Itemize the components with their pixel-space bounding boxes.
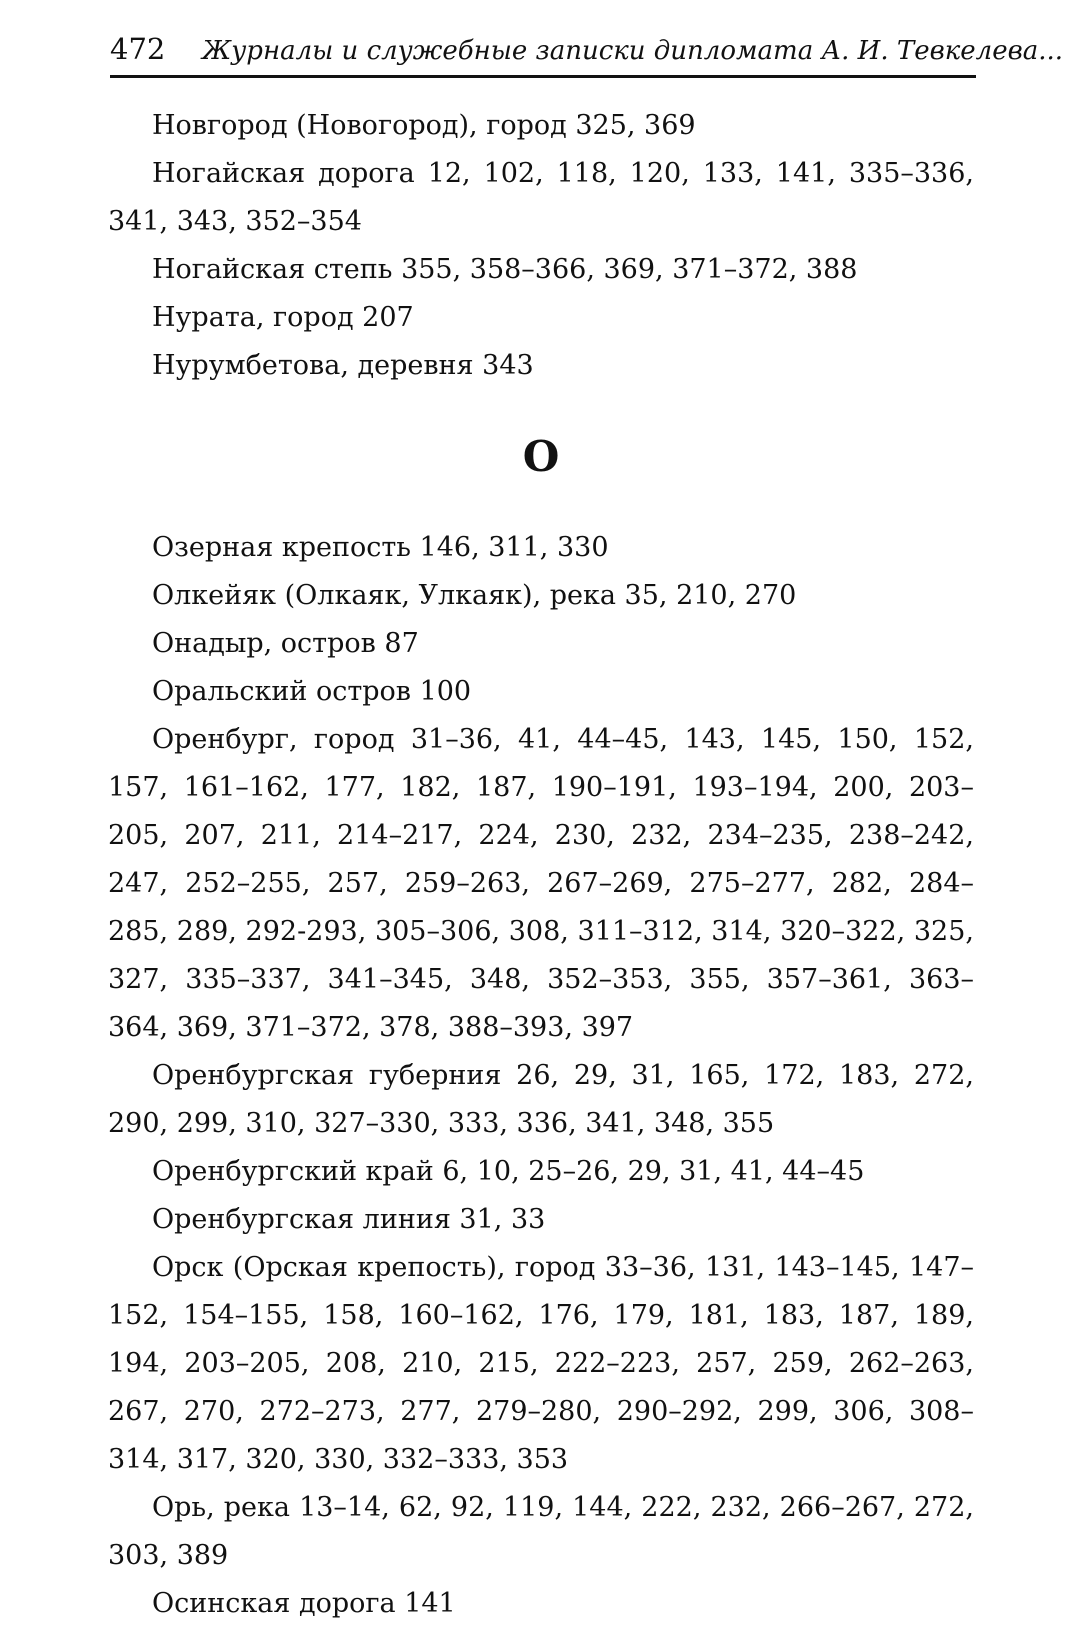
index-entry: Орск (Орская крепость), город 33–36, 131, 143–145, 147–152, 154–155, 158, 160–162, 176, 179, 181, 183, 187, 189, 194, 203–205, 208, 210, 215, 222–223, 257, 259, 262–263, 267, 270, 272–273, 277, 279–280, 290–292, 299, 306, 308–314, 317, 320, 330, 332–333, 353 [108,1252,974,1475]
index-entry: Нурата, город 207 [152,302,414,333]
index-entry: Ногайская дорога 12, 102, 118, 120, 133, 141, 335–336, 341, 343, 352–354 [108,158,974,237]
index-entry: Орь, река 13–14, 62, 92, 119, 144, 222, 232, 266–267, 272, 303, 389 [108,1492,974,1571]
page-header [110,28,1064,78]
index-entry: Оренбург, город 31–36, 41, 44–45, 143, 145, 150, 152, 157, 161–162, 177, 182, 187, 190–191, 193–194, 200, 203–205, 207, 211, 214–217, 224, 230, 232, 234–235, 238–242, 247, 252–255, 257, 259–263, 267–269, 275–277, 282, 284–285, 289, 292-293, 305–306, 308, 311–312, 314, 320–322, 325, 327, 335–337, 341–345, 348, 352–353, 355, 357–361, 363–364, 369, 371–372, 378, 388–393, 397 [108,724,974,1043]
section-letter: О [522,432,560,481]
index-entry: Олкейяк (Олкаяк, Улкаяк), река 35, 210, 270 [152,580,797,611]
index-entry: Нурумбетова, деревня 343 [152,350,534,381]
index-entry: Осинская дорога 141 [152,1588,456,1619]
index-list [108,102,974,1628]
index-entry: Оральский остров 100 [152,676,472,707]
running-title: Журналы и служебные записки дипломата А. И. Тевкелева... [202,36,1064,66]
index-entry: Оренбургская линия 31, 33 [152,1204,546,1235]
index-entry: Новгород (Новогород), город 325, 369 [152,110,696,141]
page-number: 472 [110,32,166,66]
index-entry: Оренбургский край 6, 10, 25–26, 29, 31, 41, 44–45 [152,1156,865,1187]
index-entry: Ногайская степь 355, 358–366, 369, 371–372, 388 [152,254,858,285]
index-entry: Оренбургская губерния 26, 29, 31, 165, 172, 183, 272, 290, 299, 310, 327–330, 333, 336, 341, 348, 355 [108,1060,974,1139]
index-entry: Озерная крепость 146, 311, 330 [152,532,609,563]
index-entry: Онадыр, остров 87 [152,628,419,659]
